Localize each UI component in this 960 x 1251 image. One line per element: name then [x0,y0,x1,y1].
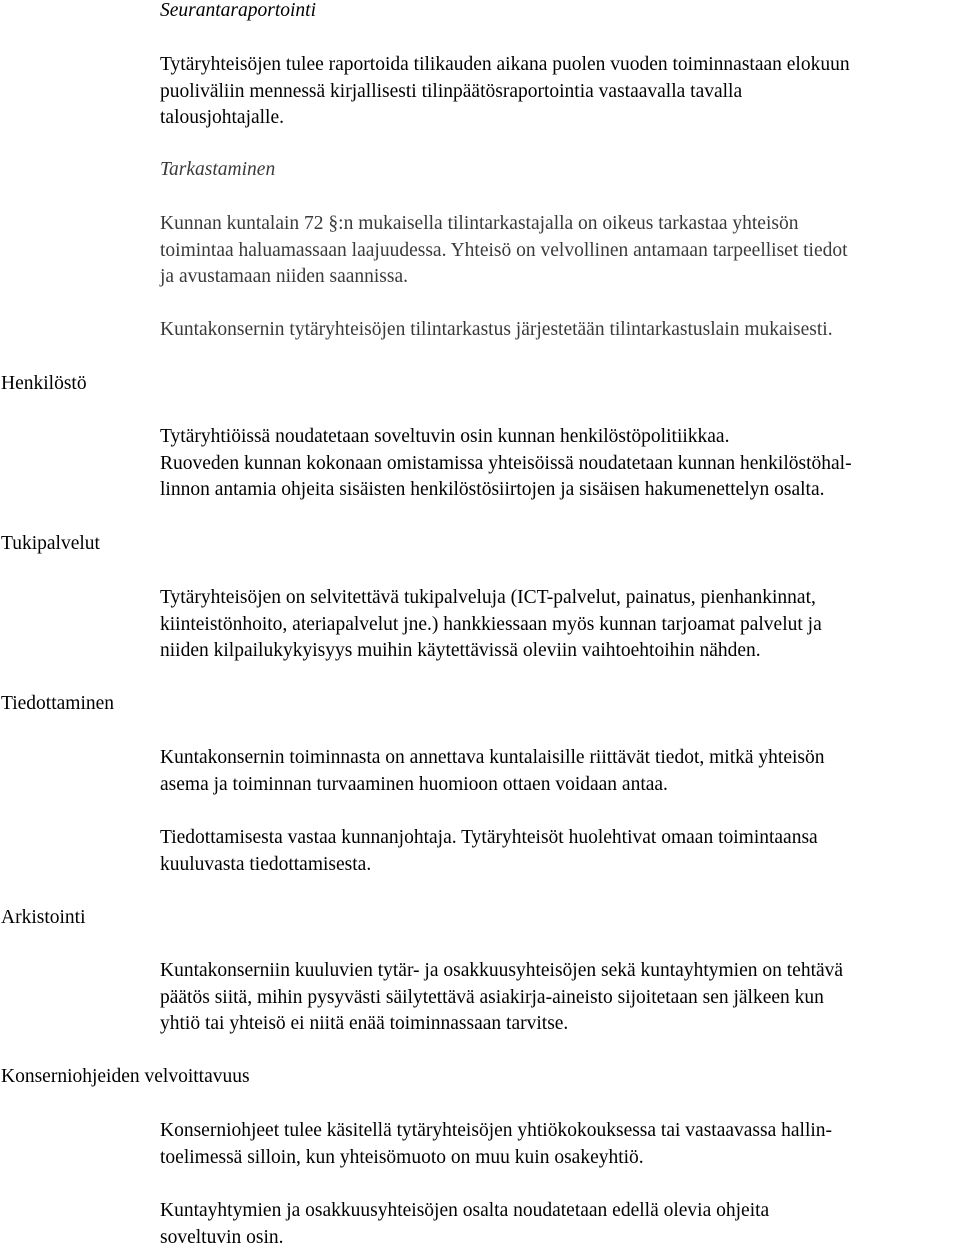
text-line: kuuluvasta tiedottamisesta. [160,852,818,879]
heading-tukipalvelut: Tukipalvelut [1,531,100,558]
text-line: soveltuvin osin. [160,1225,769,1251]
paragraph-tiedottaminen [160,745,824,798]
paragraph-tiedottamisesta [160,825,818,878]
text-line: kiinteistönhoito, ateriapalvelut jne.) hankkiessaan myös kunnan tarjoamat palvelut ja [160,612,822,639]
paragraph-seurantaraportointi [160,52,850,132]
text-line: Kuntakonsernin toiminnasta on annettava kuntalaisille riittävät tiedot, mitkä yhteisön [160,745,824,772]
text-line: toimintaa haluamassaan laajuudessa. Yhteisö on velvollinen antamaan tarpeelliset tiedot [160,238,848,265]
paragraph-tarkastaminen [160,211,848,291]
heading-konserniohjeiden-velvoittavuus: Konserniohjeiden velvoittavuus [1,1064,250,1091]
text-line: Tytäryhteisöjen on selvitettävä tukipalveluja (ICT-palvelut, painatus, pienhankinnat, [160,585,822,612]
text-line: päätös siitä, mihin pysyvästi säilytettävä asiakirja-aineisto sijoitetaan sen jälkeen kun [160,985,843,1012]
heading-henkilosto: Henkilöstö [1,371,87,398]
text-line: Tiedottamisesta vastaa kunnanjohtaja. Tytäryhteisöt huolehtivat omaan toimintaansa [160,825,818,852]
paragraph-kuntayhtymat [160,1198,769,1251]
paragraph-tukipalvelut [160,585,822,665]
text-line: Kuntakonserniin kuuluvien tytär- ja osakkuusyhteisöjen sekä kuntayhtymien on tehtävä [160,958,843,985]
paragraph-tilintarkastus [160,317,833,344]
text-line: Kunnan kuntalain 72 §:n mukaisella tilintarkastajalla on oikeus tarkastaa yhteisön [160,211,848,238]
text-line: ja avustamaan niiden saannissa. [160,264,848,291]
text-line: talousjohtajalle. [160,105,850,132]
paragraph-arkistointi [160,958,843,1038]
heading-seurantaraportointi: Seurantaraportointi [160,0,316,25]
heading-tarkastaminen: Tarkastaminen [160,157,275,184]
text-line: asema ja toiminnan turvaaminen huomioon ottaen voidaan antaa. [160,772,824,799]
paragraph-henkilosto [160,424,852,504]
text-line: puoliväliin mennessä kirjallisesti tilinpäätösraportointia vastaavalla tavalla [160,79,850,106]
text-line: Ruoveden kunnan kokonaan omistamissa yhteisöissä noudatetaan kunnan henkilöstöhal- [160,451,852,478]
text-line: Tytäryhteisöjen tulee raportoida tilikauden aikana puolen vuoden toiminnastaan elokuun [160,52,850,79]
text-line: Kuntayhtymien ja osakkuusyhteisöjen osalta noudatetaan edellä olevia ohjeita [160,1198,769,1225]
text-line: Kuntakonsernin tytäryhteisöjen tilintarkastus järjestetään tilintarkastuslain mukaisesti. [160,317,833,344]
text-line: linnon antamia ohjeita sisäisten henkilöstösiirtojen ja sisäisen hakumenettelyn osalta. [160,477,852,504]
heading-arkistointi: Arkistointi [1,905,86,932]
text-line: Tytäryhtiöissä noudatetaan soveltuvin osin kunnan henkilöstöpolitiikkaa. [160,424,852,451]
text-line: toelimessä silloin, kun yhteisömuoto on muu kuin osakeyhtiö. [160,1145,832,1172]
text-line: niiden kilpailukykyisyys muihin käytettävissä oleviin vaihtoehtoihin nähden. [160,638,822,665]
heading-tiedottaminen: Tiedottaminen [1,691,114,718]
paragraph-konserniohjeet [160,1118,832,1171]
text-line: yhtiö tai yhteisö ei niitä enää toiminnassaan tarvitse. [160,1011,843,1038]
text-line: Konserniohjeet tulee käsitellä tytäryhteisöjen yhtiökokouksessa tai vastaavassa hallin- [160,1118,832,1145]
